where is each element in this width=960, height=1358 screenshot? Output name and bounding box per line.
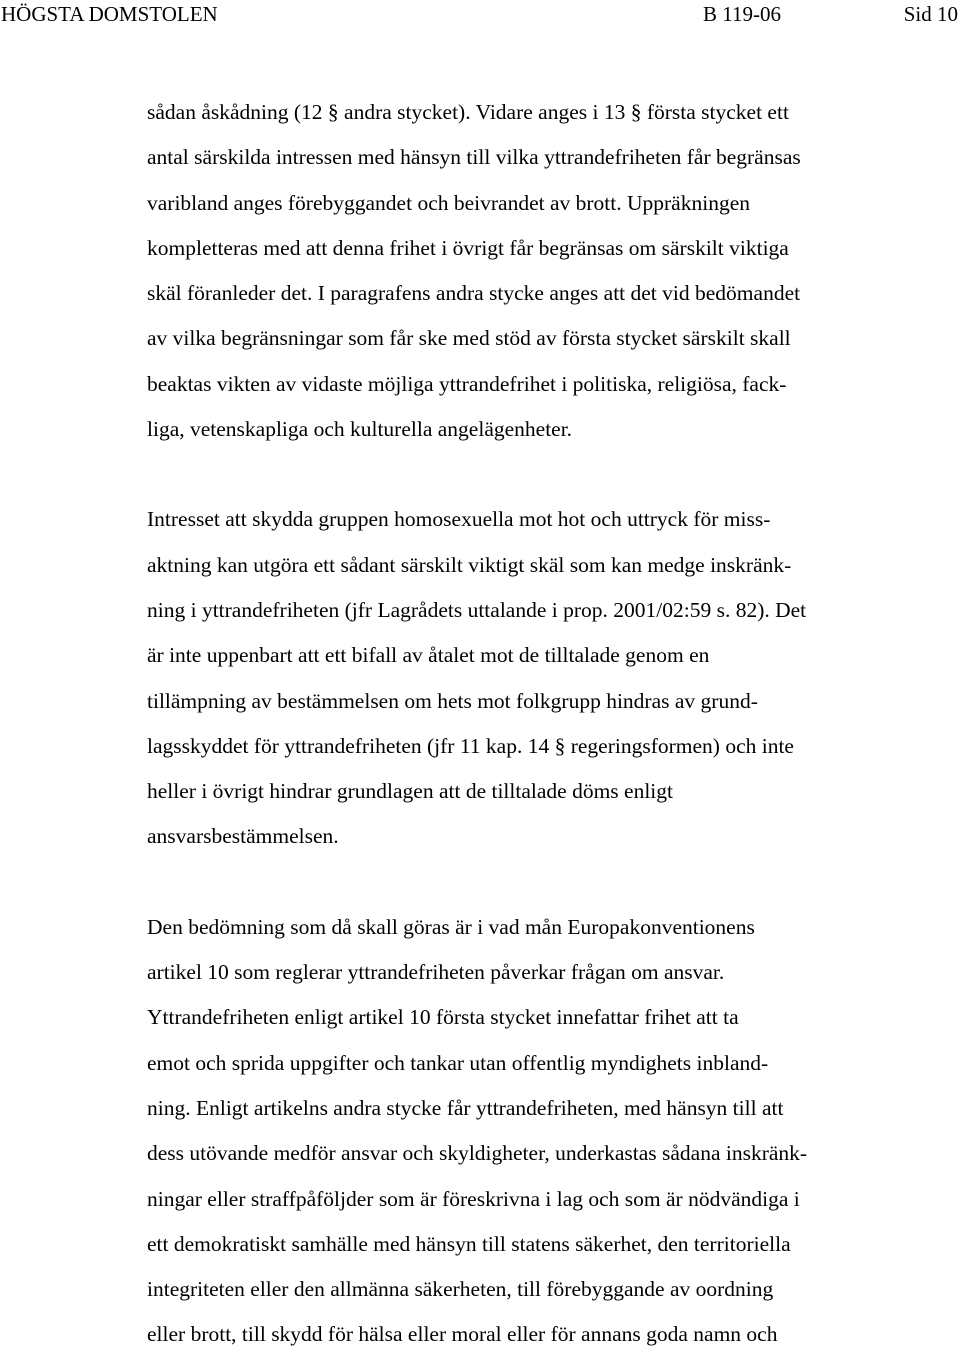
paragraph-spacer xyxy=(147,860,957,905)
text-line: lagsskyddet för yttrandefriheten (jfr 11 kap. 14 § regeringsformen) och inte xyxy=(147,733,794,758)
page-header xyxy=(0,0,960,30)
paragraph-3 xyxy=(147,905,957,1358)
text-line: ningar eller straffpåföljder som är föreskrivna i lag och som är nödvändiga i xyxy=(147,1186,800,1211)
text-line: heller i övrigt hindrar grundlagen att de tilltalade döms enligt xyxy=(147,779,674,804)
paragraph-spacer xyxy=(147,452,957,497)
text-line: liga, vetenskapliga och kulturella angelägenheter. xyxy=(147,417,573,442)
court-name: HÖGSTA DOMSTOLEN xyxy=(1,2,218,26)
text-line: Den bedömning som då skall göras är i vad mån Europakonventionens xyxy=(147,914,755,939)
text-line: tillämpning av bestämmelsen om hets mot folkgrupp hindras av grund- xyxy=(147,688,758,713)
text-line: integriteten eller den allmänna säkerheten, till förebyggande av oordning xyxy=(147,1277,774,1302)
text-line: artikel 10 som reglerar yttrandefriheten påverkar frågan om ansvar. xyxy=(147,960,725,985)
text-line: emot och sprida uppgifter och tankar utan offentlig myndighets inbland- xyxy=(147,1050,769,1075)
document-body xyxy=(147,90,957,1358)
text-line: Intresset att skydda gruppen homosexuella mot hot och uttryck för miss- xyxy=(147,507,771,532)
text-line: skäl föranleder det. I paragrafens andra stycke anges att det vid bedömandet xyxy=(147,281,801,306)
text-line: ansvarsbestämmelsen. xyxy=(147,824,339,849)
text-line: ning i yttrandefriheten (jfr Lagrådets uttalande i prop. 2001/02:59 s. 82). Det xyxy=(147,597,807,622)
page-number: Sid 10 xyxy=(903,2,958,26)
text-line: är inte uppenbart att ett bifall av åtalet mot de tilltalade genom en xyxy=(147,643,710,668)
case-number: B 119-06 xyxy=(703,2,781,26)
text-line: av vilka begränsningar som får ske med stöd av första stycket särskilt skall xyxy=(147,326,791,351)
text-line: antal särskilda intressen med hänsyn till vilka yttrandefriheten får begränsas xyxy=(147,145,801,170)
text-line: eller brott, till skydd för hälsa eller moral eller för annans goda namn och xyxy=(147,1322,778,1347)
text-line: beaktas vikten av vidaste möjliga yttrandefrihet i politiska, religiösa, fack- xyxy=(147,371,787,396)
text-line: Yttrandefriheten enligt artikel 10 första stycket innefattar frihet att ta xyxy=(147,1005,739,1030)
text-line: kompletteras med att denna frihet i övrigt får begränsas om särskilt viktiga xyxy=(147,235,789,260)
text-line: aktning kan utgöra ett sådant särskilt viktigt skäl som kan medge inskränk- xyxy=(147,552,792,577)
text-line: dess utövande medför ansvar och skyldigheter, underkastas sådana inskränk- xyxy=(147,1141,808,1166)
text-line: ett demokratiskt samhälle med hänsyn till statens säkerhet, den territoriella xyxy=(147,1231,791,1256)
paragraph-1 xyxy=(147,90,957,452)
text-line: sådan åskådning (12 § andra stycket). Vidare anges i 13 § första stycket ett xyxy=(147,100,789,124)
text-line: ning. Enligt artikelns andra stycke får yttrandefriheten, med hänsyn till att xyxy=(147,1095,784,1120)
text-line: varibland anges förebyggandet och beivrandet av brott. Uppräkningen xyxy=(147,190,750,215)
paragraph-2 xyxy=(147,497,957,859)
